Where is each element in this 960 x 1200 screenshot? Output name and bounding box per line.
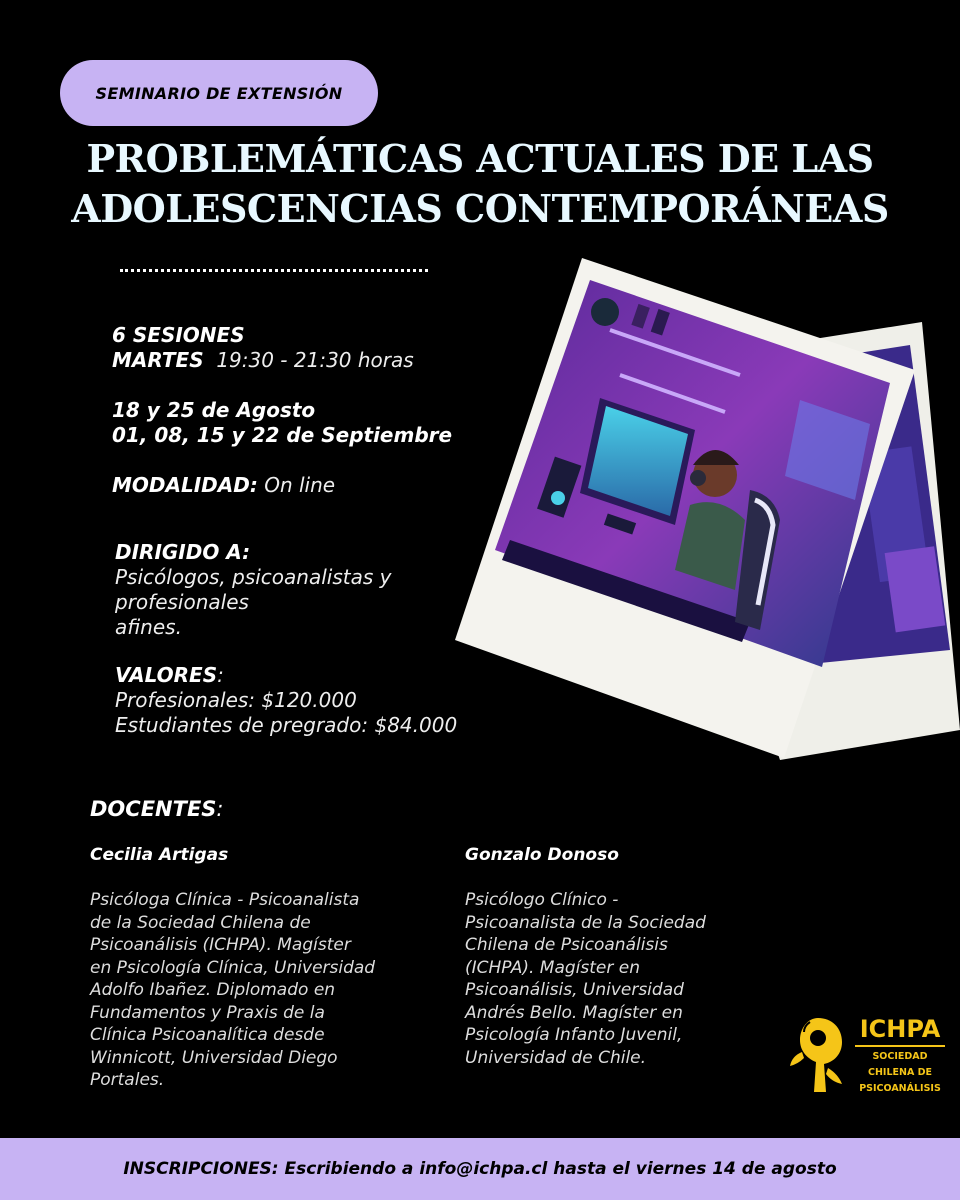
docentes-colon: : [216,797,224,821]
ichpa-logo-icon [788,1012,854,1096]
session-time: 19:30 - 21:30 horas [216,348,414,372]
registration-footer [0,1138,960,1200]
seminar-badge-label: SEMINARIO DE EXTENSIÓN [95,83,343,103]
docente-bio-2 [465,889,706,1069]
dates-block [112,398,452,448]
docentes-heading [90,797,224,821]
bio-line: Universidad de Chile. [465,1047,647,1068]
modality-label: MODALIDAD: [112,473,258,497]
logo-sub-2: CHILENA DE [868,1067,932,1078]
bio-line: Adolfo Ibañez. Diplomado en [90,980,336,1000]
modality-value: On line [264,473,336,497]
dotted-divider [120,269,428,272]
prices-label: VALORES [115,663,218,687]
bio-line: Psicoanálisis (ICHPA). Magíster [90,935,351,955]
bio-line: (ICHPA). Magíster en [465,957,640,978]
registration-text: INSCRIPCIONES: Escribiendo a info@ichpa.cl hasta el viernes 14 de agosto [123,1159,837,1179]
bio-line: Chilena de Psicoanálisis [465,935,668,955]
audience-line-3: afines. [115,615,182,639]
bio-line: en Psicología Clínica, Universidad [90,957,376,978]
title-line-2: ADOLESCENCIAS CONTEMPORÁNEAS [71,186,889,231]
logo-name: ICHPA [855,1016,945,1047]
bio-line: Psicología Infanto Juvenil, [465,1025,683,1045]
seminar-badge [60,60,378,126]
docente-bio-1 [90,889,375,1092]
title-line-1: PROBLEMÁTICAS ACTUALES DE LAS [86,136,874,181]
schedule-block [112,323,414,373]
bio-line: Psicólogo Clínico - [465,890,619,910]
bio-line: Psicóloga Clínica - Psicoanalista [90,890,360,910]
day-label: MARTES [112,348,204,372]
logo-sub-1: SOCIEDAD [872,1051,928,1062]
docente-name-1: Cecilia Artigas [90,845,229,865]
bio-line: Fundamentos y Praxis de la [90,1002,325,1023]
bio-line: Psicoanálisis, Universidad [465,980,684,1000]
page-title [0,134,960,234]
prices-colon: : [217,663,224,687]
bio-line: de la Sociedad Chilena de [90,912,311,933]
bio-line: Psicoanalista de la Sociedad [465,912,706,933]
price-professionals: Profesionales: $120.000 [115,688,357,712]
bio-line: Portales. [90,1070,165,1090]
docentes-label: DOCENTES [90,797,217,821]
audience-line-2: profesionales [115,590,249,614]
polaroid-photos-illustration [450,250,960,785]
bio-line: Clínica Psicoanalítica desde [90,1025,325,1045]
audience-label: DIRIGIDO A: [115,540,251,564]
logo-sub-3: PSICOANÁLISIS [859,1083,941,1094]
prices-block [115,663,457,738]
ichpa-logo [855,1016,945,1095]
dates-september: 01, 08, 15 y 22 de Septiembre [112,423,453,447]
docente-name-2: Gonzalo Donoso [465,845,619,865]
sessions-count: 6 SESIONES [112,323,245,347]
dates-august: 18 y 25 de Agosto [112,398,316,422]
bio-line: Winnicott, Universidad Diego [90,1047,338,1068]
bio-line: Andrés Bello. Magíster en [465,1002,683,1023]
audience-line-1: Psicólogos, psicoanalistas y [115,565,392,589]
modality-block [112,473,335,498]
price-students: Estudiantes de pregrado: $84.000 [115,713,458,737]
audience-block [115,540,391,640]
